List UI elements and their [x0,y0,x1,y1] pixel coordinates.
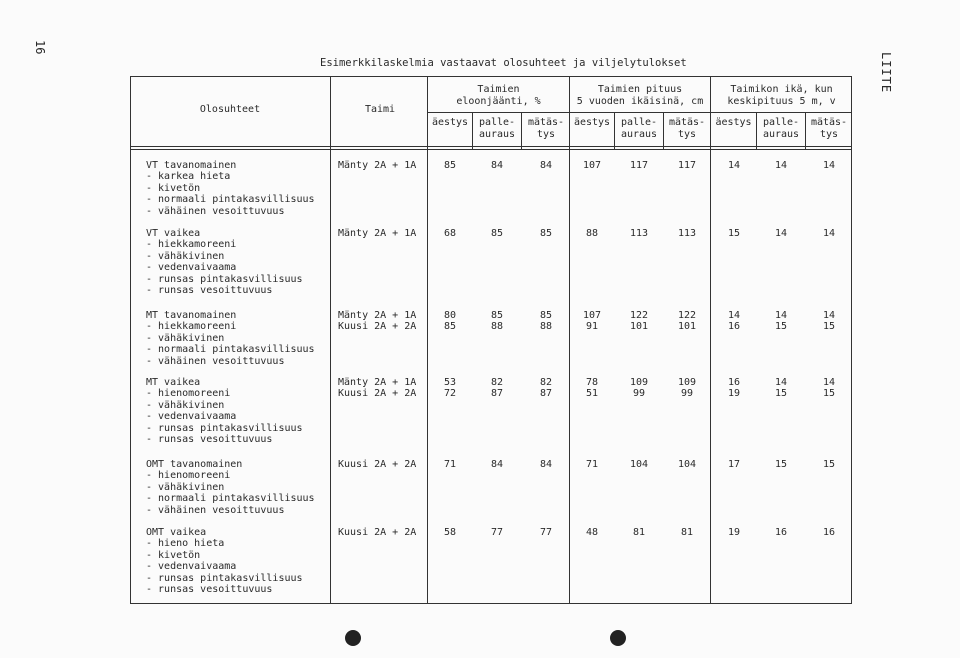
condition-heading: MT vaikea [146,377,201,388]
value-cell: 109 [677,377,697,388]
taimi-type: Kuusi 2A + 2A [338,321,417,333]
condition-detail: - runsas pintakasvillisuus [146,572,303,584]
condition-detail: - kivetön [146,549,201,561]
punch-hole [345,630,361,646]
condition-detail: - vedenvaivaama [146,262,237,274]
value-cell: 14 [822,228,836,239]
value-cell: 80 [443,310,457,321]
condition-detail: - hiekkamoreeni [146,321,237,333]
value-cell: 17 [727,459,741,470]
value-cell: 14 [727,160,741,171]
value-cell: 85 [443,321,457,333]
value-cell: 14 [822,377,836,388]
subheader-matastys: mätäs- tys [527,117,565,140]
value-cell: 14 [822,160,836,171]
value-cell: 72 [443,388,457,400]
subheader-aestys: äestys [715,117,752,128]
condition-detail: - karkea hieta [146,171,231,183]
value-cell: 71 [443,459,457,470]
condition-detail: - kivetön [146,182,201,194]
value-cell: 99 [680,388,694,400]
value-cell: 99 [632,388,646,400]
value-cell: 81 [632,527,646,538]
condition-detail: - normaali pintakasvillisuus [146,493,315,505]
value-cell: 16 [822,527,836,538]
value-cell: 14 [727,310,741,321]
value-cell: 104 [629,459,649,470]
value-cell: 117 [629,160,649,171]
value-cell: 14 [774,310,788,321]
condition-detail: - vähäinen vesoittuvuus [146,355,285,367]
value-cell: 117 [677,160,697,171]
condition-detail: - normaali pintakasvillisuus [146,194,315,206]
header-pituus: Taimien pituus 5 vuoden ikäisinä, cm [576,84,704,107]
value-cell: 85 [490,228,504,239]
subheader-aestys: äestys [431,117,469,128]
condition-detail: - vähäkivinen [146,250,225,262]
value-cell: 88 [539,321,553,333]
value-cell: 101 [677,321,697,333]
value-cell: 84 [539,160,553,171]
value-cell: 85 [539,228,553,239]
appendix-label: LIITE [879,52,893,94]
condition-detail: - vähäinen vesoittuvuus [146,205,285,217]
value-cell: 85 [539,310,553,321]
value-cell: 88 [490,321,504,333]
header-taimikon-ika: Taimikon ikä, kun keskipituus 5 m, v [727,84,836,107]
value-cell: 84 [490,459,504,470]
condition-detail: - runsas pintakasvillisuus [146,273,303,285]
value-cell: 14 [774,160,788,171]
value-cell: 122 [677,310,697,321]
subheader-palleauraus: palle- auraus [478,117,516,140]
value-cell: 104 [677,459,697,470]
header-olosuhteet: Olosuhteet [199,104,261,115]
subheader-palleauraus: palle- auraus [620,117,658,140]
value-cell: 14 [774,228,788,239]
condition-detail: - hiekkamoreeni [146,239,237,251]
value-cell: 15 [774,459,788,470]
condition-detail: - runsas pintakasvillisuus [146,422,303,434]
value-cell: 87 [490,388,504,400]
value-cell: 122 [629,310,649,321]
subheader-aestys: äestys [573,117,611,128]
condition-heading: OMT vaikea [146,527,207,538]
condition-detail: - runsas vesoittuvuus [146,434,273,445]
value-cell: 58 [443,527,457,538]
value-cell: 51 [585,388,599,400]
value-cell: 91 [585,321,599,333]
condition-detail: - hienomoreeni [146,388,231,400]
value-cell: 77 [490,527,504,538]
value-cell: 15 [822,388,836,400]
value-cell: 19 [727,527,741,538]
condition-detail: - vähäinen vesoittuvuus [146,504,285,516]
value-cell: 85 [490,310,504,321]
value-cell: 19 [727,388,741,400]
condition-detail: - normaali pintakasvillisuus [146,344,315,356]
taimi-type: Mänty 2A + 1A [338,160,417,171]
value-cell: 16 [727,321,741,333]
value-cell: 15 [822,321,836,333]
page-number: 16 [33,40,47,55]
value-cell: 113 [629,228,649,239]
condition-heading: MT tavanomainen [146,310,237,321]
value-cell: 53 [443,377,457,388]
value-cell: 78 [585,377,599,388]
condition-detail: - vedenvaivaama [146,561,237,573]
value-cell: 85 [443,160,457,171]
value-cell: 88 [585,228,599,239]
value-cell: 15 [774,321,788,333]
subheader-matastys: mätäs- tys [668,117,706,140]
value-cell: 109 [629,377,649,388]
taimi-type: Kuusi 2A + 2A [338,459,417,470]
subheader-matastys: mätäs- tys [810,117,848,140]
value-cell: 15 [774,388,788,400]
header-taimi: Taimi [364,104,396,115]
value-cell: 81 [680,527,694,538]
value-cell: 84 [490,160,504,171]
taimi-type: Kuusi 2A + 2A [338,527,417,538]
value-cell: 48 [585,527,599,538]
taimi-type: Kuusi 2A + 2A [338,388,417,400]
condition-detail: - hieno hieta [146,538,225,550]
value-cell: 107 [582,160,602,171]
condition-detail: - runsas vesoittuvuus [146,584,273,595]
header-eloonjaanti: Taimien eloonjäänti, % [456,84,541,107]
condition-detail: - vedenvaivaama [146,411,237,423]
condition-detail: - vähäkivinen [146,399,225,411]
value-cell: 16 [727,377,741,388]
punch-hole [610,630,626,646]
value-cell: 84 [539,459,553,470]
value-cell: 14 [774,377,788,388]
condition-detail: - vähäkivinen [146,481,225,493]
condition-detail: - runsas vesoittuvuus [146,285,273,296]
value-cell: 101 [629,321,649,333]
condition-heading: VT tavanomainen [146,160,237,171]
condition-detail: - hienomoreeni [146,470,231,482]
value-cell: 87 [539,388,553,400]
value-cell: 15 [727,228,741,239]
value-cell: 113 [677,228,697,239]
value-cell: 68 [443,228,457,239]
value-cell: 82 [539,377,553,388]
taimi-type: Mänty 2A + 1A [338,377,417,388]
value-cell: 14 [822,310,836,321]
condition-heading: VT vaikea [146,228,201,239]
value-cell: 15 [822,459,836,470]
subheader-palleauraus: palle- auraus [762,117,800,140]
value-cell: 16 [774,527,788,538]
condition-detail: - vähäkivinen [146,332,225,344]
taimi-type: Mänty 2A + 1A [338,228,417,239]
condition-heading: OMT tavanomainen [146,459,243,470]
value-cell: 71 [585,459,599,470]
value-cell: 82 [490,377,504,388]
value-cell: 107 [582,310,602,321]
taimi-type: Mänty 2A + 1A [338,310,417,321]
value-cell: 77 [539,527,553,538]
table-title: Esimerkkilaskelmia vastaavat olosuhteet ja viljelytulokset [320,57,687,69]
